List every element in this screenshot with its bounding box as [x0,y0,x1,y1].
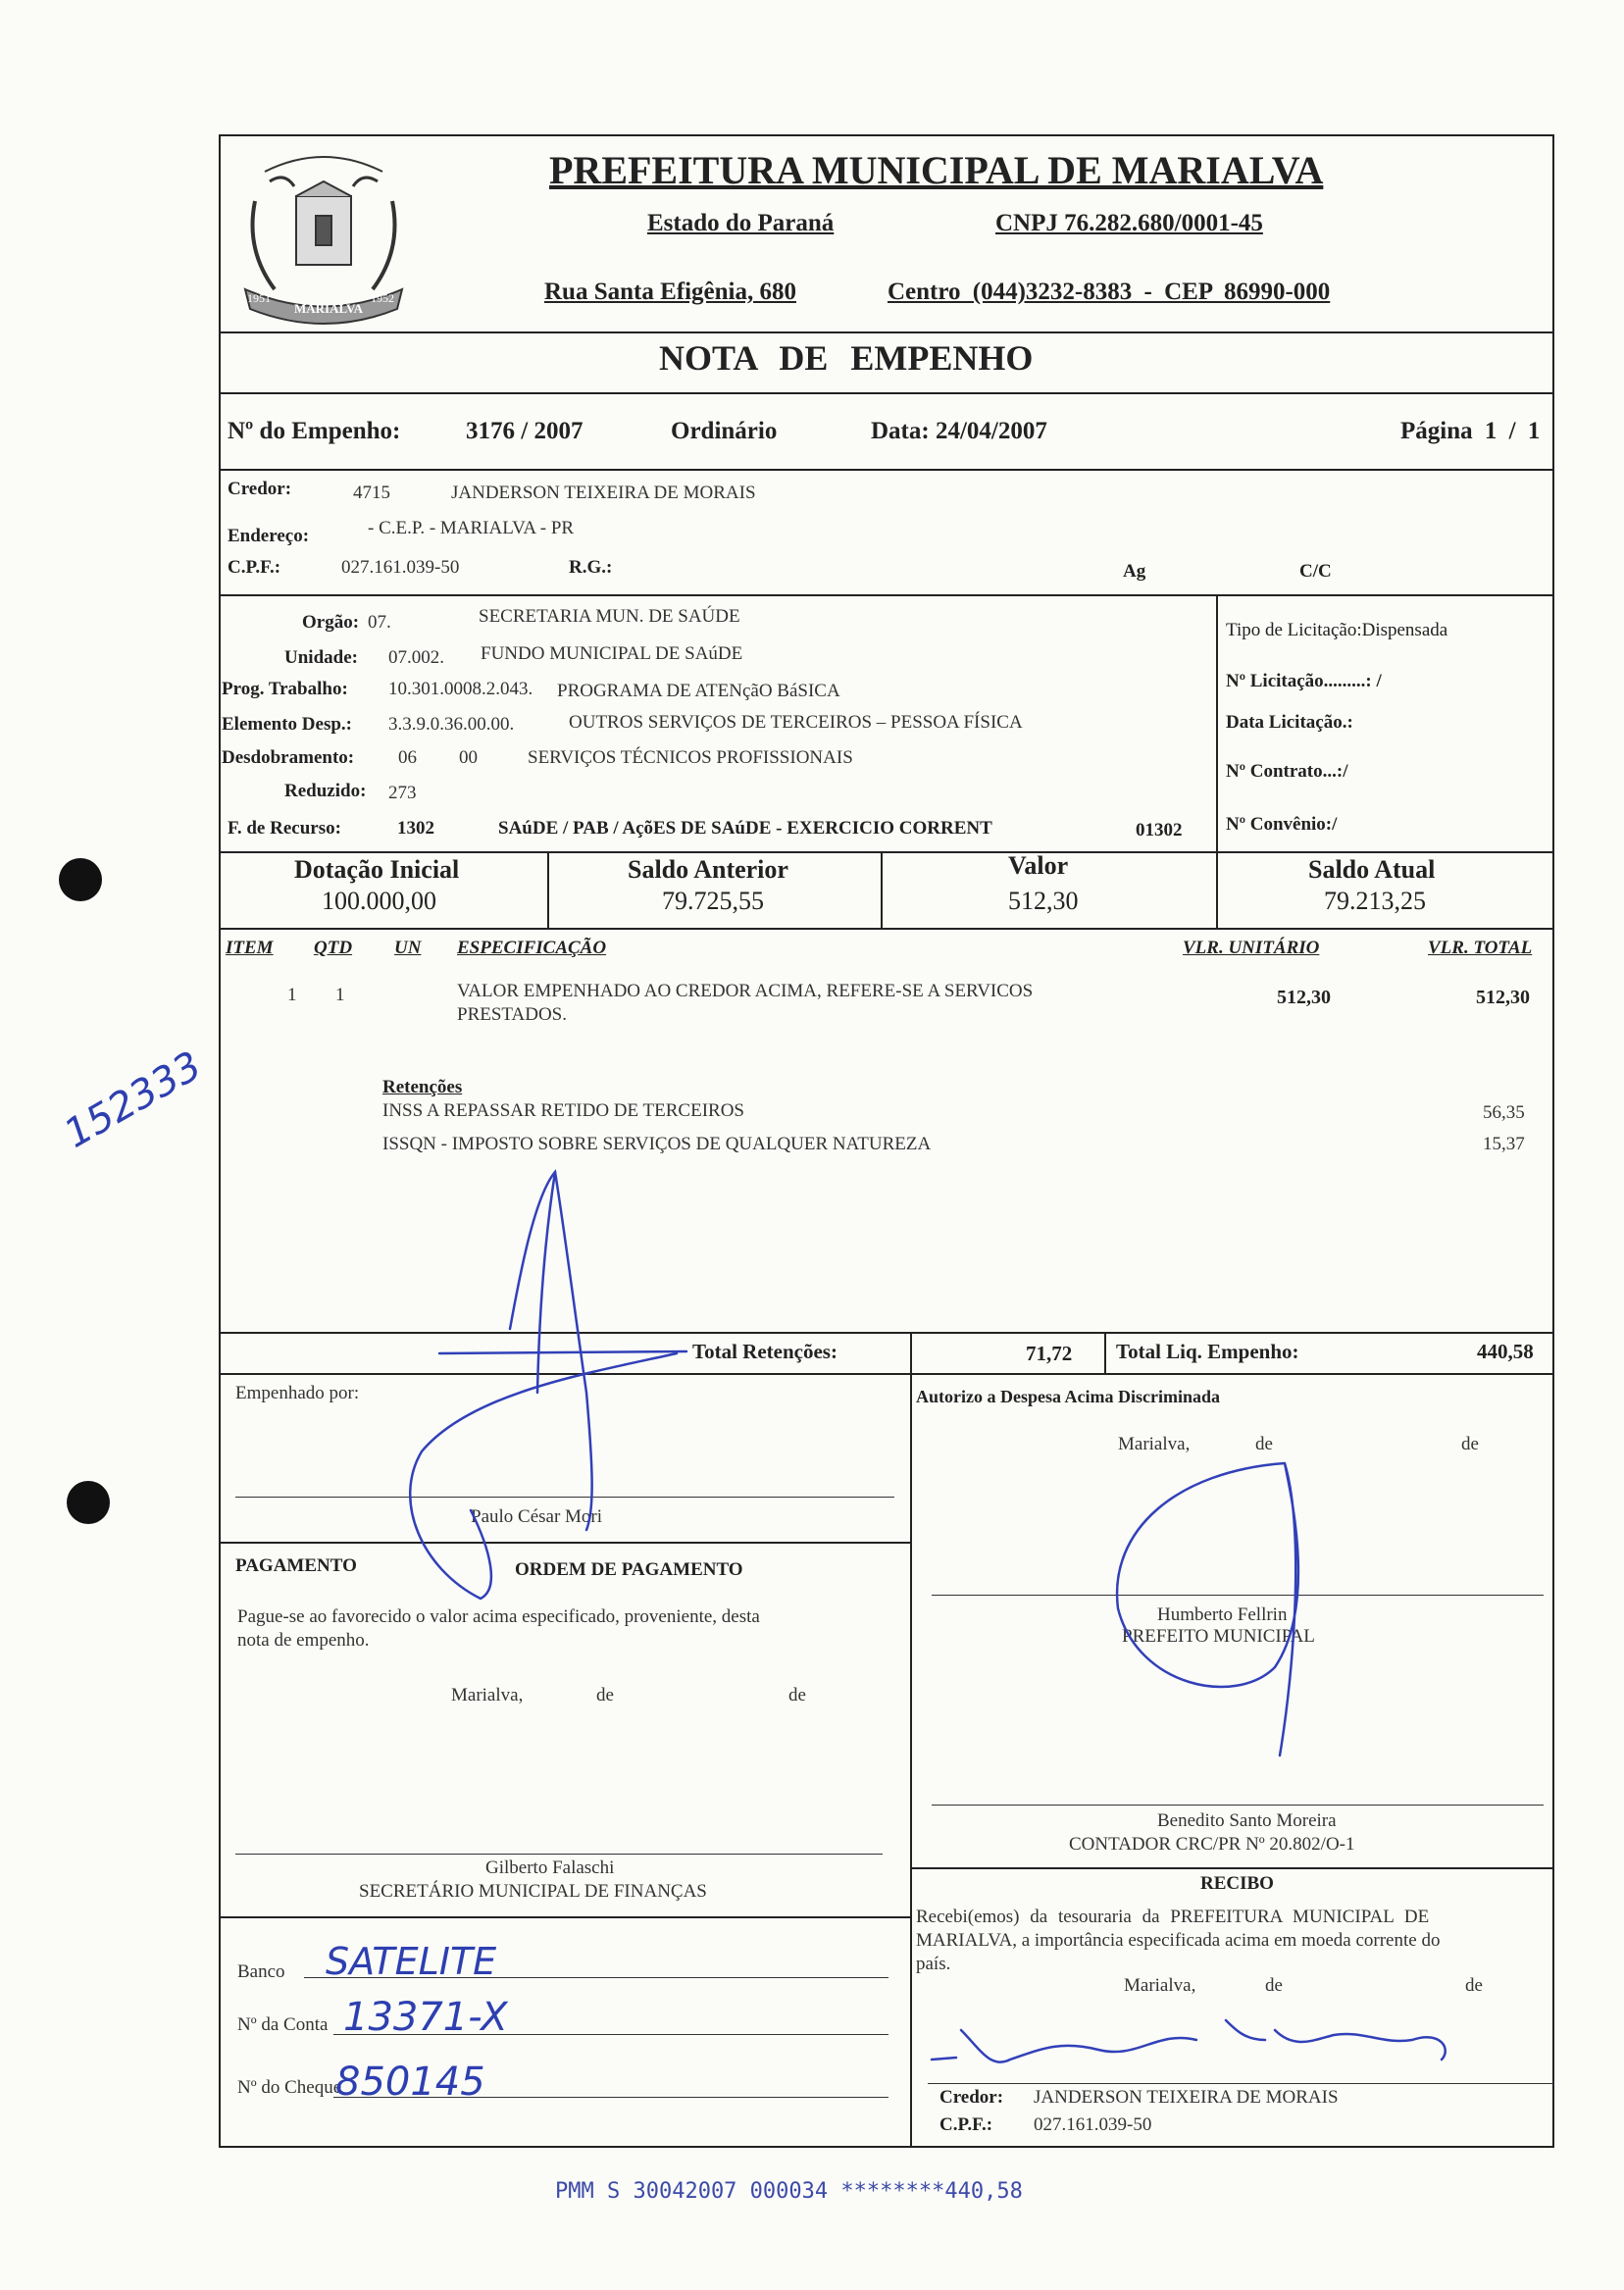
endereco-label: Endereço: [228,526,310,546]
empenhado-por-nome: Paulo César Mori [471,1506,603,1527]
reduzido-label: Reduzido: [284,781,367,801]
pagamento-de2: de [788,1685,806,1705]
prog-name: PROGRAMA DE ATENçãO BáSICA [557,681,840,701]
valor-label: Valor [1008,851,1069,880]
pague-text-line1: Pague-se ao favorecido o valor acima especificado, proveniente, desta [237,1606,760,1627]
rg-label: R.G.: [569,557,613,578]
saldo-atual-value: 79.213,25 [1324,887,1426,915]
col-especificacao-header: ESPECIFICAÇÃO [457,938,607,958]
recibo-title: RECIBO [1200,1873,1274,1894]
desdobramento-a: 06 [398,747,417,768]
desdobramento-label: Desdobramento: [222,747,355,768]
recibo-marialva: Marialva, [1124,1975,1196,1996]
licitacao-data: Data Licitação.: [1226,712,1353,733]
licitacao-contrato: Nº Contrato...:/ [1226,761,1348,782]
licitacao-convenio: Nº Convênio:/ [1226,814,1338,835]
recibo-line2: MARIALVA, a importância especificada acima em moeda corrente do [916,1930,1441,1951]
dotacao-value: 100.000,00 [322,887,436,915]
elemento-code: 3.3.9.0.36.00.00. [388,714,515,735]
endereco-value: - C.E.P. - MARIALVA - PR [368,518,575,538]
pagamento-de1: de [596,1685,614,1705]
margin-handwritten-number: 152333 [57,1043,210,1157]
header-title: PREFEITURA MUNICIPAL DE MARIALVA [549,148,1324,192]
unidade-name: FUNDO MUNICIPAL DE SAúDE [481,643,743,664]
secretario-cargo: SECRETÁRIO MUNICIPAL DE FINANÇAS [359,1881,707,1902]
banco-value: SATELITE [326,1940,497,1983]
recibo-credor-nome: JANDERSON TEIXEIRA DE MORAIS [1034,2087,1339,2108]
ag-label: Ag [1123,561,1146,582]
retencao-label: ISSQN - IMPOSTO SOBRE SERVIÇOS DE QUALQUER NATUREZA [382,1134,932,1154]
col-vlr-unitario-header: VLR. UNITÁRIO [1183,938,1320,958]
prog-label: Prog. Trabalho: [222,679,348,699]
credor-code: 4715 [353,483,390,503]
recurso-label: F. de Recurso: [228,818,341,839]
ordem-pagamento-title: ORDEM DE PAGAMENTO [515,1559,743,1580]
item-desc-line2: PRESTADOS. [457,1004,567,1025]
recibo-credor-label: Credor: [939,2087,1004,2108]
conta-value: 13371-X [343,1995,508,2040]
empenho-label: Nº do Empenho: [228,418,401,444]
valor-value: 512,30 [1008,887,1079,915]
desdobramento-name: SERVIÇOS TÉCNICOS PROFISSIONAIS [528,747,853,768]
contador-nome: Benedito Santo Moreira [1157,1810,1337,1831]
autorizo-marialva: Marialva, [1118,1434,1191,1454]
retencao-value: 56,35 [1483,1102,1525,1123]
total-liq-label: Total Liq. Empenho: [1116,1340,1299,1363]
empenho-number: 3176 / 2007 [466,418,584,444]
total-liq-value: 440,58 [1477,1340,1534,1363]
desdobramento-b: 00 [459,747,478,768]
orgao-label: Orgão: [302,612,360,633]
recibo-cpf-value: 027.161.039-50 [1034,2114,1152,2135]
header-address-street: Rua Santa Efigênia, 680 [544,279,796,305]
empenho-date: Data: 24/04/2007 [871,418,1047,444]
item-number: 1 [287,985,297,1005]
empenho-page: Página 1 / 1 [1400,418,1541,444]
header-cnpj: CNPJ 76.282.680/0001-45 [995,210,1263,236]
elemento-label: Elemento Desp.: [222,714,352,735]
cpf-label: C.P.F.: [228,557,281,578]
prog-code: 10.301.0008.2.043. [388,679,533,699]
orgao-code: 07. [368,612,391,633]
credor-label: Credor: [228,479,292,499]
seal-year-right: 1952 [371,291,394,305]
empenhado-por-label: Empenhado por: [235,1383,360,1403]
recibo-line1: Recebi(emos) da tesouraria da PREFEITURA MUNICIPAL DE [916,1907,1430,1927]
recurso-num: 01302 [1136,820,1183,840]
col-qtd-header: QTD [314,938,353,958]
unidade-code: 07.002. [388,647,444,668]
cpf-value: 027.161.039-50 [341,557,460,578]
col-un-header: UN [394,938,422,958]
prefeito-nome: Humberto Fellrin [1157,1604,1288,1625]
retencao-label: INSS A REPASSAR RETIDO DE TERCEIROS [382,1100,744,1121]
cheque-label: Nº do Cheque [237,2077,342,2098]
autorizo-de2: de [1461,1434,1479,1454]
retencao-value: 15,37 [1483,1134,1525,1154]
saldo-atual-label: Saldo Atual [1308,855,1436,884]
doc-title: NOTA DE EMPENHO [659,338,1034,378]
cc-label: C/C [1299,561,1332,582]
orgao-name: SECRETARIA MUN. DE SAÚDE [479,606,740,627]
autorizo-de1: de [1255,1434,1273,1454]
contador-cargo: CONTADOR CRC/PR Nº 20.802/O-1 [1069,1834,1355,1855]
item-total-value: 512,30 [1476,987,1530,1008]
item-desc-line1: VALOR EMPENHADO AO CREDOR ACIMA, REFERE-SE A SERVICOS [457,981,1034,1001]
autorizo-text: Autorizo a Despesa Acima Discriminada [916,1387,1220,1406]
recibo-cpf-label: C.P.F.: [939,2114,993,2135]
cheque-value: 850145 [335,2060,485,2105]
recibo-de2: de [1465,1975,1483,1996]
unidade-label: Unidade: [284,647,358,668]
retencoes-title: Retenções [382,1077,463,1097]
seal-year-left: 1951 [247,291,271,305]
header-state: Estado do Paraná [647,210,835,236]
recurso-code: 1302 [397,818,434,839]
pague-text-line2: nota de empenho. [237,1630,370,1651]
reduzido-value: 273 [388,783,417,803]
licitacao-numero: Nº Licitação.........: / [1226,671,1382,691]
item-unit-value: 512,30 [1277,987,1331,1008]
elemento-name: OUTROS SERVIÇOS DE TERCEIROS – PESSOA FÍSICA [569,712,1023,733]
pagamento-marialva: Marialva, [451,1685,524,1705]
seal-ribbon-text: MARIALVA [294,301,364,316]
total-retencoes-label: Total Retenções: [692,1340,837,1363]
empenho-type: Ordinário [671,418,778,444]
punch-hole-bottom [67,1481,110,1524]
banco-label: Banco [237,1961,285,1982]
licitacao-tipo: Tipo de Licitação:Dispensada [1226,620,1448,640]
secretario-nome: Gilberto Falaschi [485,1857,615,1878]
prefeito-cargo: PREFEITO MUNICIPAL [1122,1626,1315,1647]
recurso-name: SAúDE / PAB / AçõES DE SAúDE - EXERCICIO CORRENT [498,818,992,839]
header-address-rest: Centro (044)3232-8383 - CEP 86990-000 [888,279,1331,305]
municipal-seal [235,142,412,329]
total-retencoes-value: 71,72 [1026,1342,1073,1365]
credor-name: JANDERSON TEIXEIRA DE MORAIS [451,483,756,503]
footer-print-code: PMM S 30042007 000034 ********440,58 [555,2179,1023,2204]
dotacao-label: Dotação Inicial [294,855,460,884]
col-item-header: ITEM [226,938,274,958]
recibo-de1: de [1265,1975,1283,1996]
recibo-line3: país. [916,1954,951,1974]
pagamento-title: PAGAMENTO [235,1555,357,1576]
col-vlr-total-header: VLR. TOTAL [1428,938,1533,958]
conta-label: Nº da Conta [237,2014,329,2035]
punch-hole-top [59,858,102,901]
saldo-anterior-value: 79.725,55 [662,887,764,915]
item-qtd: 1 [335,985,345,1005]
saldo-anterior-label: Saldo Anterior [628,855,788,884]
